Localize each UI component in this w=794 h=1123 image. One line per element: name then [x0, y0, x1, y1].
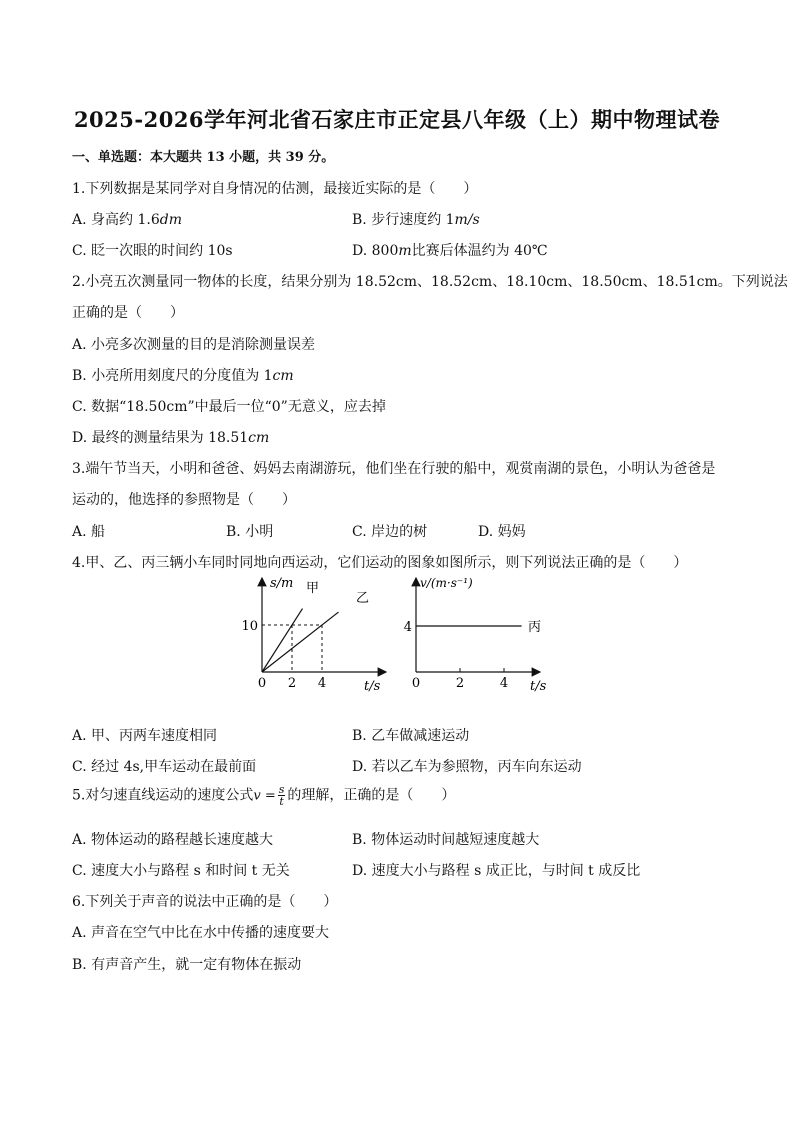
q1-option-c[interactable]: C. 眨一次眼的时间约 10s [72, 243, 233, 259]
q3-option-d[interactable]: D. 妈妈 [478, 524, 526, 540]
q1-option-b-unit: m/s [454, 212, 480, 228]
vt-x-axis-label: t/s [530, 679, 547, 694]
q6-option-a[interactable]: A. 声音在空气中比在水中传播的速度要大 [72, 925, 330, 941]
q5-formula-num: s [278, 783, 285, 796]
q3-stem-line1: 3.端午节当天，小明和爸爸、妈妈去南湖游玩，他们坐在行驶的船中，观赏南湖的景色，小明认为爸爸是 [72, 461, 716, 477]
q2-option-d-unit: cm [248, 430, 270, 446]
q1-option-d-text: D. 800 [352, 243, 399, 259]
st-y-axis-label: s/m [270, 576, 294, 591]
q5-option-c[interactable]: C. 速度大小与路程 s 和时间 t 无关 [72, 863, 290, 879]
q5-option-a[interactable]: A. 物体运动的路程越长速度越大 [72, 832, 274, 848]
q5-stem [72, 784, 455, 807]
q2-option-d-text: D. 最终的测量结果为 18.51 [72, 430, 249, 446]
vt-x-tick-0: 0 [411, 676, 421, 691]
exam-title: 2025-2026学年河北省石家庄市正定县八年级（上）期中物理试卷 [73, 107, 721, 132]
st-x-axis-label: t/s [364, 679, 381, 694]
vt-x-tick-4: 4 [499, 676, 509, 691]
q3-option-a[interactable]: A. 船 [72, 524, 106, 540]
q1-option-b-text: B. 步行速度约 1 [352, 212, 455, 228]
series-yi-label: 乙 [356, 591, 370, 606]
q6-stem: 6.下列关于声音的说法中正确的是（ ） [72, 894, 338, 910]
section-heading: 一、单选题：本大题共 13 小题，共 39 分。 [72, 150, 335, 165]
q1-option-b[interactable] [352, 209, 480, 229]
st-y-tick-10: 10 [241, 619, 258, 634]
q5-stem-pre: 5.对匀速直线运动的速度公式 [72, 787, 254, 804]
q4-option-c[interactable]: C. 经过 4s,甲车运动在最前面 [72, 759, 257, 775]
series-bing-label: 丙 [528, 620, 542, 635]
q3-option-b[interactable]: B. 小明 [226, 524, 274, 540]
q3-option-c[interactable]: C. 岸边的树 [352, 524, 428, 540]
series-yi-line [262, 612, 339, 672]
q5-option-b[interactable]: B. 物体运动时间越短速度越大 [352, 832, 540, 848]
q5-formula-lhs: v = [253, 788, 276, 804]
q1-option-a[interactable] [72, 209, 182, 229]
vt-graph [398, 574, 560, 696]
q2-option-d[interactable] [72, 427, 269, 447]
q4-option-b[interactable]: B. 乙车做减速运动 [352, 728, 470, 744]
q4-stem: 4.甲、乙、丙三辆小车同时同地向西运动，它们运动的图象如图所示，则下列说法正确的是（ ） [72, 555, 688, 571]
q2-stem-line1: 2.小亮五次测量同一物体的长度，结果分别为 18.52cm、18.52cm、18.10cm、18.50cm、18.51cm。下列说法 [72, 274, 788, 290]
q1-stem: 1.下列数据是某同学对自身情况的估测，最接近实际的是（ ） [72, 181, 478, 197]
q5-formula-fraction [278, 784, 286, 807]
q2-option-c[interactable]: C. 数据“18.50cm”中最后一位“0”无意义，应去掉 [72, 399, 386, 415]
q2-option-b-unit: cm [272, 368, 294, 384]
vt-y-axis-label: v/(m·s⁻¹) [420, 576, 473, 590]
q1-option-a-text: A. 身高约 1.6 [72, 212, 160, 228]
q1-option-d[interactable] [352, 240, 548, 260]
q2-stem-line2: 正确的是（ ） [72, 305, 184, 321]
q1-option-d-unit: m [398, 243, 412, 259]
q5-formula-den: t [279, 795, 284, 808]
q6-option-b[interactable]: B. 有声音产生，就一定有物体在振动 [72, 957, 302, 973]
st-x-tick-2: 2 [287, 676, 297, 691]
vt-y-tick-4: 4 [403, 620, 412, 635]
q2-option-b-text: B. 小亮所用刻度尺的分度值为 1 [72, 368, 273, 384]
q1-option-a-unit: dm [159, 212, 182, 228]
q5-option-d[interactable]: D. 速度大小与路程 s 成正比，与时间 t 成反比 [352, 863, 641, 879]
st-x-tick-0: 0 [257, 676, 267, 691]
q2-option-a[interactable]: A. 小亮多次测量的目的是消除测量误差 [72, 337, 316, 353]
st-x-tick-4: 4 [317, 676, 327, 691]
q4-option-a[interactable]: A. 甲、丙两车速度相同 [72, 728, 218, 744]
q1-option-d-rest: 比赛后体温约为 40℃ [411, 243, 548, 259]
series-jia-line [262, 609, 303, 672]
series-jia-label: 甲 [306, 581, 320, 596]
q3-stem-line2: 运动的，他选择的参照物是（ ） [72, 492, 296, 508]
q5-stem-post: 的理解，正确的是（ ） [287, 787, 456, 804]
q2-option-b[interactable] [72, 365, 294, 385]
q4-option-d[interactable]: D. 若以乙车为参照物，丙车向东运动 [352, 759, 582, 775]
st-graph [241, 574, 390, 696]
vt-x-tick-2: 2 [455, 676, 465, 691]
